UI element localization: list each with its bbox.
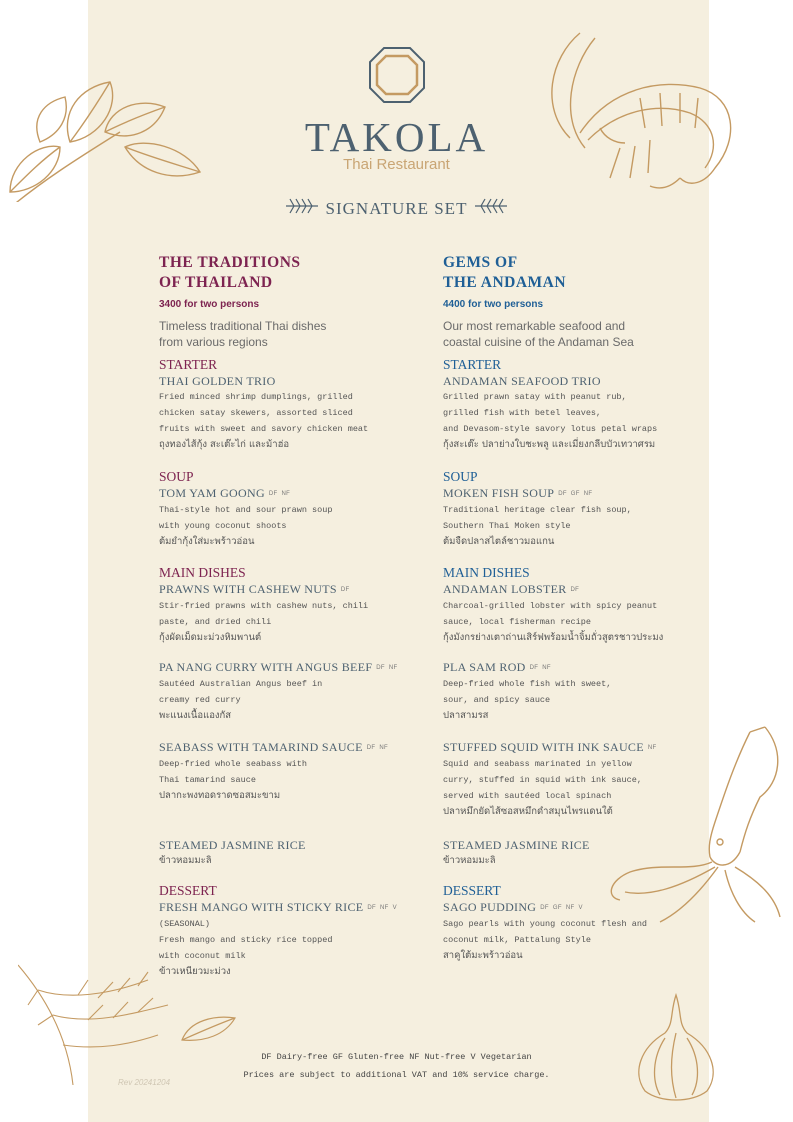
- set-title-line1: GEMS OF: [443, 254, 518, 271]
- dish-name-row: [443, 581, 705, 598]
- set-title-line2: THE ANDAMAN: [443, 274, 567, 291]
- dish-name: STUFFED SQUID WITH INK SAUCE: [443, 740, 644, 754]
- tag-nf: NF: [583, 491, 593, 498]
- soup-section: [159, 469, 434, 550]
- rice-item: [443, 837, 705, 869]
- dish-name: FRESH MANGO WITH STICKY RICE: [159, 900, 364, 914]
- dish-name-row: [443, 739, 705, 756]
- dietary-tags: [558, 486, 596, 502]
- tag-nf: NF: [388, 665, 398, 672]
- dish-thai-name: ข้าวหอมมะลิ: [159, 855, 212, 866]
- dish-thai-name: กุ้งผัดเม็ดมะม่วงหิมพานต์: [159, 632, 262, 644]
- main-section: [443, 565, 705, 646]
- small-leaf-illustration: [180, 1010, 240, 1046]
- dish-name-row: [159, 581, 434, 598]
- tag-v: V: [578, 905, 583, 912]
- dish-thai-name: ถุงทองไส้กุ้ง สะเต๊ะไก่ และม้าฮ่อ: [159, 439, 290, 450]
- dish-description: served with sautéed local spinach: [443, 791, 612, 802]
- dish-description: fruits with sweet and savory chicken meat: [159, 424, 369, 434]
- dish-description: Grilled prawn satay with peanut rub,: [443, 392, 627, 402]
- dietary-tags: [648, 740, 661, 756]
- main-dish-2: [443, 659, 705, 724]
- dish-thai-name: ข้าวหอมมะลิ: [443, 855, 496, 866]
- dish-description: Southern Thai Moken style: [443, 521, 571, 532]
- dish-description: chicken satay skewers, assorted sliced: [159, 408, 353, 418]
- dish-name-row: [159, 659, 434, 676]
- dish-description: curry, stuffed in squid with ink sauce,: [443, 775, 642, 786]
- dish-description: Deep-fried whole fish with sweet,: [443, 679, 612, 690]
- dietary-legend: DF Dairy-free GF Gluten-free NF Nut-free V Vegetarian: [261, 1052, 532, 1062]
- dessert-section: [159, 883, 434, 980]
- dish-name: MOKEN FISH SOUP: [443, 486, 555, 500]
- tag-nf: NF: [565, 905, 575, 912]
- dish-name: STEAMED JASMINE RICE: [443, 838, 590, 852]
- dish-thai-name: ปลาสามรส: [443, 710, 489, 722]
- set-title-line2: OF THAILAND: [159, 274, 273, 291]
- tag-nf: NF: [647, 745, 657, 752]
- dish-thai-name: สาคูใต้มะพร้าวอ่อน: [443, 950, 523, 962]
- starter-section: [443, 357, 705, 453]
- tag-df: DF: [558, 491, 567, 498]
- dish-description: sauce, local fisherman recipe: [443, 617, 591, 628]
- tag-df: DF: [340, 587, 350, 594]
- tag-gf: GF: [570, 491, 580, 498]
- main-dish-2: [159, 659, 434, 724]
- tag-gf: GF: [552, 905, 562, 912]
- course-heading: SOUP: [159, 469, 194, 484]
- garlic-illustration: [630, 993, 722, 1103]
- dish-description: creamy red curry: [159, 695, 241, 706]
- dish-description: Squid and seabass marinated in yellow: [443, 759, 632, 770]
- revision-code: Rev 20241204: [118, 1078, 171, 1087]
- set-price: 3400 for two persons: [159, 299, 260, 310]
- tag-nf: NF: [380, 905, 389, 912]
- main-section: [159, 565, 434, 646]
- dish-name: PLA SAM ROD: [443, 660, 526, 674]
- main-dish-3: [443, 739, 705, 820]
- dish-name: TOM YAM GOONG: [159, 486, 265, 500]
- dish-description: coconut milk, Pattalung Style: [443, 935, 591, 946]
- dish-thai-name: กุ้งสะเต๊ะ ปลาย่างใบชะพลู และเมี่ยงกลีบบัวเทวาศรม: [443, 439, 656, 450]
- dietary-tags: [367, 900, 401, 916]
- dish-thai-name: พะแนงเนื้อแองกัส: [159, 710, 232, 722]
- brand-name: TAKOLA: [304, 114, 489, 160]
- dish-thai-name: ต้มจืดปลาสไตล์ชาวมอแกน: [443, 536, 555, 548]
- dish-description: Charcoal-grilled lobster with spicy peanut: [443, 601, 658, 612]
- dish-description: grilled fish with betel leaves,: [443, 408, 602, 418]
- dish-description: Thai-style hot and sour prawn soup: [159, 505, 333, 516]
- dish-thai-name: ต้มยำกุ้งใส่มะพร้าวอ่อน: [159, 536, 255, 548]
- tag-df: DF: [376, 665, 385, 672]
- set-intro-line1: Our most remarkable seafood and: [443, 319, 626, 333]
- tag-nf: NF: [379, 745, 388, 752]
- price-footnote: Prices are subject to additional VAT and 10% service charge.: [243, 1070, 550, 1080]
- dietary-tags: [341, 582, 354, 598]
- dietary-tags: [571, 582, 584, 598]
- set-title-line1: THE TRADITIONS: [159, 254, 301, 271]
- dish-description: sour, and spicy sauce: [443, 695, 551, 706]
- dish-description: with coconut milk: [159, 951, 246, 962]
- dish-name-row: [443, 485, 705, 502]
- dish-thai-name: ข้าวเหนียวมะม่วง: [159, 966, 231, 978]
- set-price: 4400 for two persons: [443, 299, 544, 310]
- brand-subtitle: Thai Restaurant: [343, 156, 450, 173]
- signature-set-heading: SIGNATURE SET: [325, 199, 468, 218]
- dish-name: SEABASS WITH TAMARIND SAUCE: [159, 740, 363, 754]
- course-heading: STARTER: [159, 357, 218, 372]
- dish-description: Thai tamarind sauce: [159, 775, 256, 786]
- dish-name-row: [159, 899, 434, 916]
- dish-description: (SEASONAL): [159, 919, 211, 930]
- dish-thai-name: ปลาหมึกยัดไส้ซอสหมึกดำสมุนไพรแดนใต้: [443, 806, 613, 818]
- dish-description: Sago pearls with young coconut flesh and: [443, 919, 648, 930]
- dish-description: and Devasom-style savory lotus petal wraps: [443, 424, 658, 434]
- dish-name-row: [443, 659, 705, 676]
- dish-description: Stir-fried prawns with cashew nuts, chili: [159, 601, 369, 612]
- set-intro-line2: from various regions: [159, 335, 268, 349]
- tag-df: DF: [540, 905, 549, 912]
- dish-description: Traditional heritage clear fish soup,: [443, 505, 632, 516]
- dietary-tags: [530, 660, 555, 676]
- course-heading: DESSERT: [443, 883, 501, 898]
- soup-section: [443, 469, 705, 550]
- dish-description: Sautéed Australian Angus beef in: [159, 679, 323, 690]
- set-intro-line1: Timeless traditional Thai dishes: [159, 319, 327, 333]
- course-heading: STARTER: [443, 357, 502, 372]
- dish-name-row: [159, 739, 434, 756]
- set-intro-line2: coastal cuisine of the Andaman Sea: [443, 335, 634, 349]
- rice-item: [159, 837, 434, 869]
- tag-df: DF: [367, 905, 377, 912]
- traditions-menu-column: [159, 253, 434, 978]
- dish-description: Fresh mango and sticky rice topped: [159, 935, 333, 946]
- dish-description: Deep-fried whole seabass with: [159, 759, 307, 770]
- dish-description: with young coconut shoots: [159, 521, 287, 532]
- course-heading: SOUP: [443, 469, 478, 484]
- tag-v: V: [392, 905, 397, 912]
- dish-name-row: [443, 899, 705, 916]
- dish-description: Fried minced shrimp dumplings, grilled: [159, 392, 353, 402]
- tag-nf: NF: [281, 491, 291, 498]
- dish-name: PRAWNS WITH CASHEW NUTS: [159, 582, 337, 596]
- dessert-section: [443, 883, 705, 964]
- dish-name: PA NANG CURRY WITH ANGUS BEEF: [159, 660, 373, 674]
- dish-thai-name: กุ้งมังกรย่างเตาถ่านเสิร์ฟพร้อมน้ำจิ้มถั่วสูตรชาวประมง: [443, 632, 664, 644]
- dish-name-row: [159, 485, 434, 502]
- dish-description: paste, and dried chili: [159, 617, 272, 628]
- dish-name: ANDAMAN LOBSTER: [443, 582, 567, 596]
- course-heading: MAIN DISHES: [159, 565, 246, 580]
- dietary-tags: [367, 740, 392, 756]
- tag-df: DF: [268, 491, 278, 498]
- tag-df: DF: [570, 587, 580, 594]
- main-dish-3: [159, 739, 434, 804]
- tag-nf: NF: [542, 665, 551, 672]
- tag-df: DF: [529, 665, 539, 672]
- andaman-menu-column: [443, 253, 705, 962]
- dietary-tags: [269, 486, 294, 502]
- tag-df: DF: [366, 745, 376, 752]
- takola-logo-icon: [366, 44, 428, 106]
- starter-section: [159, 357, 434, 453]
- dish-name: THAI GOLDEN TRIO: [159, 374, 276, 388]
- dietary-tags: [540, 900, 586, 916]
- dietary-tags: [376, 660, 401, 676]
- wheat-right-icon: [473, 197, 509, 215]
- dish-name: ANDAMAN SEAFOOD TRIO: [443, 374, 601, 388]
- dish-thai-name: ปลากะพงทอดราดซอสมะขาม: [159, 790, 281, 802]
- course-heading: DESSERT: [159, 883, 217, 898]
- dish-name: STEAMED JASMINE RICE: [159, 838, 306, 852]
- course-heading: MAIN DISHES: [443, 565, 530, 580]
- dish-name: SAGO PUDDING: [443, 900, 537, 914]
